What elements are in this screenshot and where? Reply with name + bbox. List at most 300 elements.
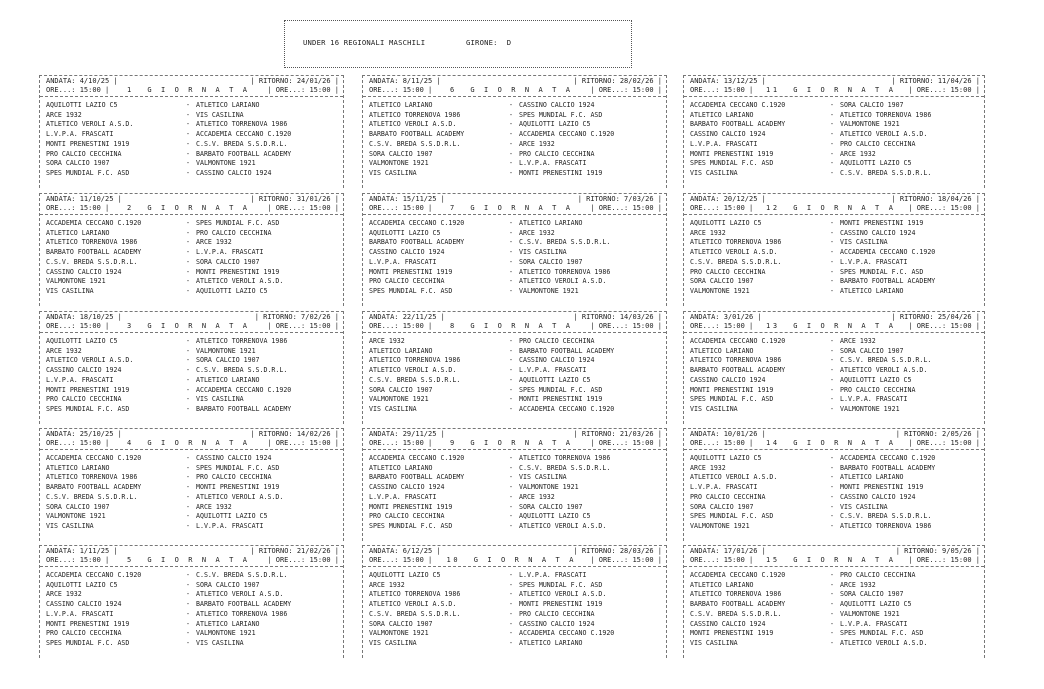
home-team: ATLETICO VEROLI A.S.D. [369, 600, 457, 609]
match-dash: - [186, 228, 190, 237]
home-team: SPES MUNDIAL F.C. ASD [46, 404, 130, 413]
match-row [369, 571, 660, 581]
match-row [46, 590, 337, 600]
match-row [369, 639, 660, 649]
andata-date: ANDATA: 10/01/26 | [690, 430, 766, 438]
match-list [40, 567, 343, 649]
match-row [46, 376, 337, 386]
away-team: CASSINO CALCIO 1924 [519, 101, 595, 109]
match-list [684, 215, 984, 297]
round-block [683, 193, 985, 306]
home-team: ATLETICO LARIANO [369, 101, 433, 109]
match-dash: - [509, 580, 513, 589]
match-list [363, 567, 666, 649]
match-row [46, 337, 337, 347]
home-team: VALMONTONE 1921 [46, 277, 106, 286]
away-team: ATLETICO VEROLI A.S.D. [519, 277, 607, 286]
home-team: ATLETICO LARIANO [690, 346, 754, 355]
match-dash: - [509, 110, 513, 119]
match-row [690, 376, 978, 386]
match-row [369, 454, 660, 464]
match-row [369, 629, 660, 639]
match-dash: - [830, 110, 834, 119]
away-team: ACCADEMIA CECCANO C.1920 [840, 248, 936, 257]
match-row [46, 130, 337, 140]
away-team: CASSINO CALCIO 1924 [196, 454, 272, 462]
match-row [46, 610, 337, 620]
home-team: L.V.P.A. FRASCATI [46, 130, 114, 139]
girone-label: GIRONE: [466, 38, 498, 47]
home-team: AQUILOTTI LAZIO C5 [46, 580, 118, 589]
giornata-label: 6 G I O R N A T A [449, 86, 573, 94]
match-row [690, 454, 978, 464]
match-row [46, 219, 337, 229]
match-dash: - [186, 248, 190, 257]
match-dash: - [830, 521, 834, 530]
away-team: SPES MUNDIAL F.C. ASD [840, 629, 924, 638]
match-list [40, 450, 343, 532]
away-team: ARCE 1932 [519, 228, 555, 237]
away-team: PRO CALCIO CECCHINA [196, 473, 272, 482]
round-block [39, 428, 344, 541]
match-row [690, 571, 978, 581]
home-team: ARCE 1932 [46, 110, 82, 119]
away-team: CASSINO CALCIO 1924 [840, 228, 916, 237]
match-row [46, 366, 337, 376]
ore-andata: ORE...: 15:00 | [369, 556, 433, 564]
match-dash: - [509, 286, 513, 295]
home-team: PRO CALCIO CECCHINA [46, 149, 122, 158]
match-row [46, 473, 337, 483]
match-row [369, 169, 660, 179]
match-dash: - [186, 267, 190, 276]
match-dash: - [186, 238, 190, 247]
match-dash: - [830, 346, 834, 355]
ore-andata: ORE...: 15:00 | [690, 439, 754, 447]
away-team: ATLETICO VEROLI A.S.D. [196, 492, 284, 501]
match-dash: - [186, 337, 190, 345]
match-dash: - [830, 638, 834, 647]
header-box [284, 20, 632, 68]
away-team: L.V.P.A. FRASCATI [840, 257, 908, 266]
match-row [690, 473, 978, 483]
home-team: ATLETICO VEROLI A.S.D. [46, 120, 134, 129]
away-team: MONTI PRENESTINI 1919 [196, 267, 280, 276]
andata-date: ANDATA: 6/12/25 | [369, 547, 441, 555]
round-header-line2 [369, 556, 662, 566]
match-list [40, 215, 343, 297]
away-team: SORA CALCIO 1907 [196, 580, 260, 589]
away-team: VALMONTONE 1921 [196, 629, 256, 638]
away-team: ARCE 1932 [840, 149, 876, 158]
home-team: MONTI PRENESTINI 1919 [369, 267, 453, 276]
away-team: ARCE 1932 [196, 502, 232, 511]
match-dash: - [830, 120, 834, 129]
away-team: ARCE 1932 [840, 580, 876, 589]
ritorno-date: | RITORNO: 18/04/26 | [891, 195, 980, 203]
home-team: VIS CASILINA [369, 638, 417, 647]
match-dash: - [186, 502, 190, 511]
match-dash: - [186, 600, 190, 609]
match-row [690, 590, 978, 600]
home-team: ARCE 1932 [369, 337, 405, 345]
match-row [46, 386, 337, 396]
ritorno-date: | RITORNO: 7/02/26 | [254, 313, 339, 321]
round-header [363, 429, 666, 450]
match-dash: - [830, 571, 834, 579]
away-team: SORA CALCIO 1907 [196, 257, 260, 266]
match-dash: - [186, 346, 190, 355]
home-team: PRO CALCIO CECCHINA [369, 277, 445, 286]
girone-value: D [506, 38, 512, 47]
round-header [40, 194, 343, 215]
match-dash: - [509, 619, 513, 628]
away-team: ATLETICO TORRENOVA 1986 [196, 337, 288, 345]
away-team: VIS CASILINA [519, 248, 567, 257]
match-row [46, 405, 337, 415]
home-team: SPES MUNDIAL F.C. ASD [46, 638, 130, 647]
home-team: ACCADEMIA CECCANO C.1920 [690, 571, 786, 579]
home-team: VIS CASILINA [690, 404, 738, 413]
match-dash: - [830, 492, 834, 501]
away-team: VIS CASILINA [196, 110, 244, 119]
match-dash: - [830, 629, 834, 638]
match-dash: - [509, 337, 513, 345]
away-team: ATLETICO VEROLI A.S.D. [519, 590, 607, 599]
away-team: SORA CALCIO 1907 [840, 101, 904, 109]
giornata-label: 5 G I O R N A T A [126, 556, 250, 564]
home-team: SORA CALCIO 1907 [369, 619, 433, 628]
home-team: C.S.V. BREDA S.S.D.R.L. [46, 257, 138, 266]
match-dash: - [509, 101, 513, 109]
match-row [369, 483, 660, 493]
away-team: ATLETICO LARIANO [196, 101, 260, 109]
ore-andata: ORE...: 15:00 | [369, 322, 433, 330]
match-row [46, 620, 337, 630]
away-team: PRO CALCIO CECCHINA [519, 337, 595, 345]
home-team: MONTI PRENESTINI 1919 [46, 139, 130, 148]
away-team: ARCE 1932 [196, 238, 232, 247]
match-dash: - [830, 149, 834, 158]
andata-date: ANDATA: 4/10/25 | [46, 77, 118, 85]
match-row [369, 248, 660, 258]
match-row [46, 248, 337, 258]
home-team: PRO CALCIO CECCHINA [46, 629, 122, 638]
giornata-label: 10 G I O R N A T A [446, 556, 577, 564]
away-team: SPES MUNDIAL F.C. ASD [840, 267, 924, 276]
match-dash: - [830, 286, 834, 295]
home-team: CASSINO CALCIO 1924 [369, 248, 445, 257]
giornata-label: 15 G I O R N A T A [766, 556, 896, 564]
andata-date: ANDATA: 18/10/25 | [46, 313, 122, 321]
away-team: L.V.P.A. FRASCATI [519, 571, 587, 579]
match-dash: - [186, 168, 190, 177]
ore-andata: ORE...: 15:00 | [369, 439, 433, 447]
match-dash: - [186, 139, 190, 148]
round-block [362, 311, 667, 424]
home-team: ATLETICO TORRENOVA 1986 [369, 110, 461, 119]
away-team: VIS CASILINA [519, 473, 567, 482]
match-row [690, 238, 978, 248]
andata-date: ANDATA: 3/01/26 | [690, 313, 762, 321]
round-header [684, 76, 984, 97]
match-dash: - [509, 512, 513, 521]
away-team: SPES MUNDIAL F.C. ASD [519, 385, 603, 394]
away-team: VALMONTONE 1921 [840, 609, 900, 618]
andata-date: ANDATA: 25/10/25 | [46, 430, 122, 438]
match-dash: - [186, 395, 190, 404]
match-row [369, 101, 660, 111]
round-block [362, 75, 667, 188]
home-team: BARBATO FOOTBALL ACADEMY [369, 238, 465, 247]
ore-andata: ORE...: 15:00 | [46, 556, 110, 564]
ore-ritorno: | ORE...: 15:00 | [590, 204, 662, 212]
match-row [369, 366, 660, 376]
match-row [690, 337, 978, 347]
match-row [369, 238, 660, 248]
match-row [46, 356, 337, 366]
away-team: CASSINO CALCIO 1924 [519, 619, 595, 628]
ore-ritorno: | ORE...: 15:00 | [590, 322, 662, 330]
match-row [690, 483, 978, 493]
match-dash: - [830, 130, 834, 139]
andata-date: ANDATA: 29/11/25 | [369, 430, 445, 438]
away-team: ACCADEMIA CECCANO C.1920 [519, 404, 615, 413]
home-team: BARBATO FOOTBALL ACADEMY [690, 120, 786, 129]
ore-ritorno: | ORE...: 15:00 | [908, 439, 980, 447]
match-list [363, 97, 666, 179]
home-team: L.V.P.A. FRASCATI [46, 375, 114, 384]
andata-date: ANDATA: 11/10/25 | [46, 195, 122, 203]
home-team: BARBATO FOOTBALL ACADEMY [369, 130, 465, 139]
away-team: ATLETICO LARIANO [519, 219, 583, 227]
away-team: SORA CALCIO 1907 [519, 257, 583, 266]
away-team: ATLETICO LARIANO [840, 286, 904, 295]
home-team: CASSINO CALCIO 1924 [690, 375, 766, 384]
away-team: VALMONTONE 1921 [840, 120, 900, 129]
match-dash: - [186, 257, 190, 266]
away-team: ATLETICO VEROLI A.S.D. [519, 521, 607, 530]
home-team: ACCADEMIA CECCANO C.1920 [46, 571, 142, 579]
home-team: AQUILOTTI LAZIO C5 [369, 571, 441, 579]
match-dash: - [509, 454, 513, 462]
match-row [369, 376, 660, 386]
away-team: MONTI PRENESTINI 1919 [519, 168, 603, 177]
away-team: L.V.P.A. FRASCATI [519, 159, 587, 168]
match-row [369, 464, 660, 474]
match-dash: - [186, 619, 190, 628]
away-team: SPES MUNDIAL F.C. ASD [519, 580, 603, 589]
match-row [369, 120, 660, 130]
home-team: PRO CALCIO CECCHINA [690, 492, 766, 501]
round-header [40, 76, 343, 97]
match-row [690, 356, 978, 366]
away-team: MONTI PRENESTINI 1919 [840, 483, 924, 492]
match-row [690, 347, 978, 357]
match-row [369, 159, 660, 169]
home-team: L.V.P.A. FRASCATI [46, 609, 114, 618]
match-dash: - [830, 219, 834, 227]
match-dash: - [186, 366, 190, 375]
ritorno-date: | RITORNO: 25/04/26 | [891, 313, 980, 321]
match-row [46, 111, 337, 121]
home-team: AQUILOTTI LAZIO C5 [46, 101, 118, 109]
match-row [369, 219, 660, 229]
match-dash: - [830, 248, 834, 257]
away-team: VIS CASILINA [840, 502, 888, 511]
home-team: ATLETICO TORRENOVA 1986 [46, 473, 138, 482]
home-team: VALMONTONE 1921 [369, 159, 429, 168]
home-team: ACCADEMIA CECCANO C.1920 [690, 101, 786, 109]
match-row [46, 287, 337, 297]
giornata-label: 13 G I O R N A T A [766, 322, 896, 330]
home-team: CASSINO CALCIO 1924 [46, 267, 122, 276]
match-dash: - [186, 571, 190, 579]
match-dash: - [186, 483, 190, 492]
match-row [690, 405, 978, 415]
match-dash: - [509, 356, 513, 365]
match-dash: - [509, 277, 513, 286]
away-team: PRO CALCIO CECCHINA [519, 149, 595, 158]
match-row [690, 610, 978, 620]
home-team: C.S.V. BREDA S.S.D.R.L. [369, 609, 461, 618]
away-team: C.S.V. BREDA S.S.D.R.L. [196, 571, 288, 579]
match-row [690, 493, 978, 503]
home-team: C.S.V. BREDA S.S.D.R.L. [690, 257, 782, 266]
match-dash: - [830, 238, 834, 247]
match-row [690, 268, 978, 278]
match-dash: - [509, 139, 513, 148]
away-team: BARBATO FOOTBALL ACADEMY [840, 463, 936, 472]
match-row [690, 512, 978, 522]
home-team: ATLETICO TORRENOVA 1986 [690, 590, 782, 599]
away-team: ARCE 1932 [519, 139, 555, 148]
away-team: MONTI PRENESTINI 1919 [840, 219, 924, 227]
ore-ritorno: | ORE...: 15:00 | [908, 204, 980, 212]
match-dash: - [509, 571, 513, 579]
home-team: ATLETICO TORRENOVA 1986 [690, 238, 782, 247]
match-dash: - [509, 248, 513, 257]
match-row [46, 169, 337, 179]
home-team: L.V.P.A. FRASCATI [690, 139, 758, 148]
away-team: ACCADEMIA CECCANO C.1920 [519, 629, 615, 638]
andata-date: ANDATA: 15/11/25 | [369, 195, 445, 203]
match-dash: - [509, 463, 513, 472]
match-dash: - [830, 168, 834, 177]
away-team: ATLETICO LARIANO [196, 375, 260, 384]
round-header [684, 429, 984, 450]
match-row [690, 101, 978, 111]
match-dash: - [186, 120, 190, 129]
ore-andata: ORE...: 15:00 | [690, 86, 754, 94]
round-header [363, 312, 666, 333]
match-dash: - [830, 366, 834, 375]
match-list [363, 215, 666, 297]
match-row [46, 522, 337, 532]
match-row [690, 150, 978, 160]
round-header-line2 [690, 322, 980, 332]
match-dash: - [186, 512, 190, 521]
match-dash: - [186, 473, 190, 482]
match-dash: - [186, 385, 190, 394]
match-dash: - [509, 404, 513, 413]
home-team: VIS CASILINA [369, 168, 417, 177]
home-team: BARBATO FOOTBALL ACADEMY [46, 483, 142, 492]
home-team: ACCADEMIA CECCANO C.1920 [46, 219, 142, 227]
round-header-line2 [369, 439, 662, 449]
home-team: ATLETICO LARIANO [46, 228, 110, 237]
away-team: ACCADEMIA CECCANO C.1920 [519, 130, 615, 139]
match-row [690, 386, 978, 396]
match-row [690, 159, 978, 169]
away-team: SPES MUNDIAL F.C. ASD [519, 110, 603, 119]
match-row [369, 140, 660, 150]
match-dash: - [186, 629, 190, 638]
round-header-line2 [46, 439, 339, 449]
match-dash: - [830, 502, 834, 511]
round-header [363, 194, 666, 215]
home-team: SPES MUNDIAL F.C. ASD [690, 395, 774, 404]
home-team: ARCE 1932 [46, 346, 82, 355]
away-team: ATLETICO LARIANO [840, 473, 904, 482]
home-team: MONTI PRENESTINI 1919 [46, 385, 130, 394]
home-team: ARCE 1932 [369, 580, 405, 589]
match-row [46, 571, 337, 581]
giornata-label: 9 G I O R N A T A [449, 439, 573, 447]
away-team: ACCADEMIA CECCANO C.1920 [196, 385, 292, 394]
ore-andata: ORE...: 15:00 | [46, 204, 110, 212]
match-row [46, 150, 337, 160]
match-dash: - [509, 346, 513, 355]
ore-andata: ORE...: 15:00 | [690, 204, 754, 212]
home-team: VALMONTONE 1921 [690, 521, 750, 530]
match-dash: - [830, 404, 834, 413]
match-row [690, 277, 978, 287]
match-row [369, 620, 660, 630]
match-dash: - [509, 159, 513, 168]
match-dash: - [186, 130, 190, 139]
match-dash: - [186, 375, 190, 384]
match-dash: - [509, 120, 513, 129]
giornata-label: 2 G I O R N A T A [126, 204, 250, 212]
home-team: VALMONTONE 1921 [46, 512, 106, 521]
match-row [46, 512, 337, 522]
away-team: BARBATO FOOTBALL ACADEMY [519, 346, 615, 355]
match-list [40, 333, 343, 415]
away-team: VALMONTONE 1921 [840, 404, 900, 413]
match-dash: - [186, 277, 190, 286]
andata-date: ANDATA: 22/11/25 | [369, 313, 445, 321]
home-team: ATLETICO VEROLI A.S.D. [690, 473, 778, 482]
andata-date: ANDATA: 1/11/25 | [46, 547, 118, 555]
match-dash: - [830, 600, 834, 609]
away-team: ATLETICO TORRENOVA 1986 [519, 267, 611, 276]
ore-andata: ORE...: 15:00 | [369, 204, 433, 212]
ritorno-date: | RITORNO: 2/05/26 | [895, 430, 980, 438]
ore-ritorno: | ORE...: 15:00 | [267, 556, 339, 564]
giornata-label: 12 G I O R N A T A [766, 204, 896, 212]
match-dash: - [509, 483, 513, 492]
away-team: C.S.V. BREDA S.S.D.R.L. [519, 238, 611, 247]
away-team: SPES MUNDIAL F.C. ASD [196, 463, 280, 472]
home-team: VALMONTONE 1921 [369, 629, 429, 638]
away-team: SORA CALCIO 1907 [840, 590, 904, 599]
match-dash: - [509, 521, 513, 530]
away-team: PRO CALCIO CECCHINA [840, 385, 916, 394]
match-dash: - [830, 590, 834, 599]
round-block [362, 193, 667, 306]
ritorno-date: | RITORNO: 7/03/26 | [577, 195, 662, 203]
